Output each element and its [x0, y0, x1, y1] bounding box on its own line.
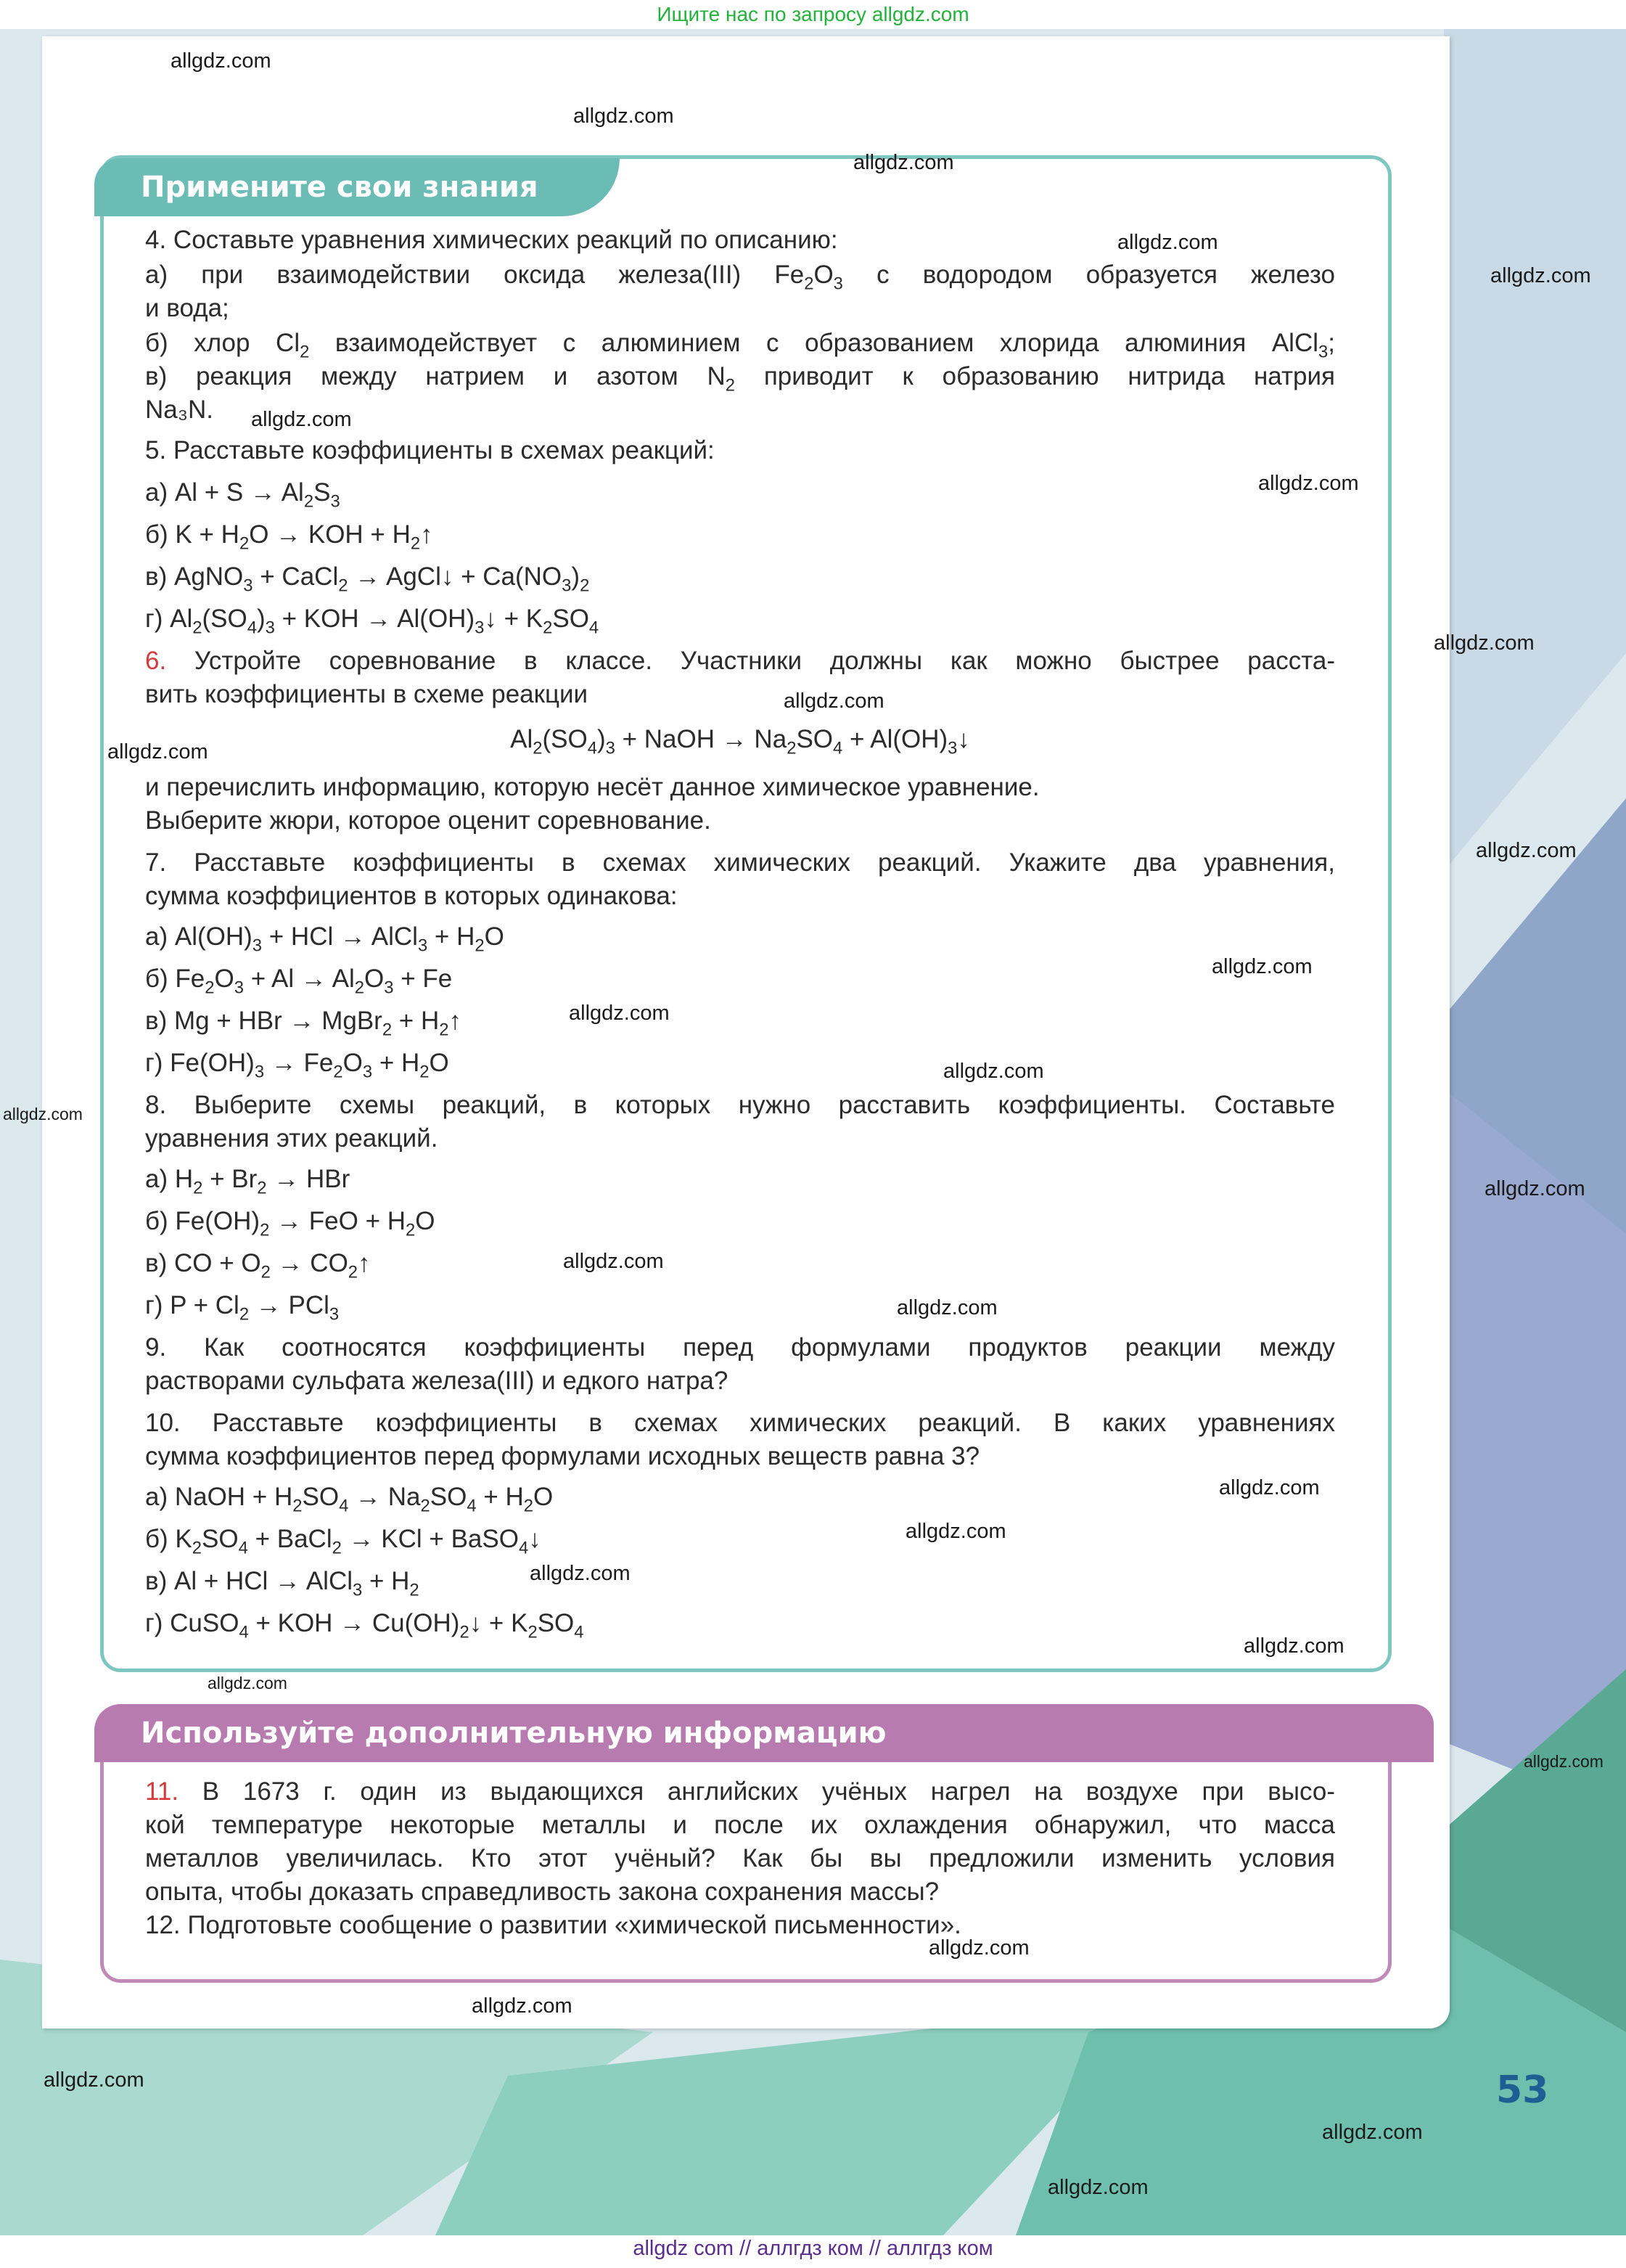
watermark: allgdz.com [1476, 839, 1577, 862]
watermark: allgdz.com [1434, 631, 1535, 655]
task-7-a: а) $Al(OH)_3$ + HCl → AlCl$_3$ + $H_2O$ [145, 922, 504, 956]
watermark: allgdz.com [1212, 955, 1313, 978]
watermark: allgdz.com [906, 1520, 1006, 1543]
task-10-v: в) Al + HCl → AlCl$_3$ + $H_2$ [145, 1567, 419, 1600]
task-6-after1: и перечислить информацию, которую несёт данное химическое уравнение. [145, 773, 1040, 801]
task-8-v: в) CO + $O_2$ → $CO_2↑$ [145, 1249, 371, 1282]
watermark: allgdz.com [563, 1250, 664, 1273]
watermark: allgdz.com [1490, 264, 1591, 287]
task-7-v: в) Mg + HBr → MgBr$_2$ + $H_2↑$ [145, 1007, 461, 1040]
task-4-v: в) реакция между натрием и азотом $N_2$ приводит к образованию нитрида натрия [145, 362, 1335, 396]
task-4-a: а) при взаимодействии оксида железа(III) $Fe_2O_3$ с водородом образуется железо [145, 261, 1335, 294]
watermark: allgdz.com [208, 1674, 287, 1692]
task-10-line2: сумма коэффициентов перед формулами исходных веществ равна 3? [145, 1442, 980, 1470]
watermark: allgdz.com [573, 105, 674, 128]
watermark: allgdz.com [530, 1562, 631, 1585]
task-10-g: г) CuSO$_4$ + KOH → $Cu(OH)_2↓ + K_2SO_4$ [145, 1609, 584, 1642]
task-11-line4: опыта, чтобы доказать справедливость закона сохранения массы? [145, 1878, 940, 1906]
watermark: allgdz.com [1117, 231, 1218, 254]
task-5-intro: 5. Расставьте коэффициенты в схемах реакций: [145, 436, 715, 464]
task-6-after2: Выберите жюри, которое оценит соревнование. [145, 806, 711, 835]
task-7-line2: сумма коэффициентов в которых одинакова: [145, 882, 678, 910]
task-4-v-end: Na₃N. [145, 396, 213, 424]
task-5-v: в) AgNO$_3$ + CaCl$_2$ → AgCl↓ + $Ca(NO_3)_2$ [145, 562, 590, 596]
task-4-a-tail: с водородом образуется железо [876, 261, 1335, 289]
task-8-b: б) $Fe(OH)_2$ → FeO + $H_2O$ [145, 1207, 435, 1240]
task-11-line1 [145, 1775, 1335, 1809]
watermark: allgdz.com [44, 2068, 144, 2092]
task-9-line2: растворами сульфата железа(III) и едкого натра? [145, 1367, 728, 1395]
task-11-line2: кой температуре некоторые металлы и после их охлаждения обнаружил, что масса [145, 1811, 1335, 1839]
watermark: allgdz.com [1219, 1476, 1320, 1499]
watermark: allgdz.com [784, 689, 884, 713]
watermark: allgdz.com [1322, 2121, 1423, 2144]
section-title-apply-knowledge: Примените свои знания [94, 158, 620, 216]
task-5-a: а) $Al + S \to Al_2S_3$ [145, 478, 340, 512]
task-4-a-end: и вода; [145, 294, 229, 322]
watermark: allgdz.com [1048, 2176, 1149, 2199]
watermark: allgdz.com [1244, 1634, 1344, 1658]
task-11-line3: металлов увеличилась. Кто этот учёный? Как бы вы предложили изменить условия [145, 1844, 1335, 1872]
task-12-line: 12. Подготовьте сообщение о развитии «химической письменности». [145, 1911, 961, 1939]
watermark: allgdz.com [897, 1296, 998, 1319]
task-10-line1: 10. Расставьте коэффициенты в схемах химических реакций. В каких уравнениях [145, 1409, 1335, 1437]
task-6-line1 [145, 644, 1335, 678]
task-8-a: а) $H_2 + Br_2$ → HBr [145, 1165, 350, 1198]
watermark: allgdz.com [171, 49, 271, 73]
section-title-extra-info: Используйте дополнительную информацию [94, 1704, 1434, 1762]
watermark: allgdz.com [853, 151, 954, 174]
task-11-text: В 1673 г. один из выдающихся английских учёных нагрел на воздухе при высо- [202, 1777, 1335, 1806]
task-11-number: 11. [145, 1777, 179, 1806]
watermark: allgdz.com [472, 1994, 572, 2018]
task-9-line1: 9. Как соотносятся коэффициенты перед формулами продуктов реакции между [145, 1333, 1335, 1362]
task-10-a: а) NaOH + $H_2SO_4 \to Na_2SO_4 + H_2O$ [145, 1483, 554, 1516]
task-10-b: б) $K_2SO_4$ + BaCl$_2$ → KCl + BaSO$_4$↓ [145, 1525, 541, 1558]
footer-links[interactable]: allgdz com // аллгдз ком // аллгдз ком [633, 2237, 993, 2260]
task-8-line2: уравнения этих реакций. [145, 1124, 438, 1153]
watermark: allgdz.com [1258, 472, 1359, 495]
task-6-line2: вить коэффициенты в схеме реакции [145, 680, 588, 708]
task-7-g: г) $Fe(OH)_3 \to Fe_2O_3 + H_2O$ [145, 1049, 449, 1082]
task-4-intro: 4. Составьте уравнения химических реакций по описанию: [145, 226, 838, 254]
watermark: allgdz.com [569, 1002, 670, 1025]
task-8-line1: 8. Выберите схемы реакций, в которых нужно расставить коэффициенты. Составьте [145, 1091, 1335, 1119]
watermark: allgdz.com [1485, 1177, 1585, 1200]
page-number: 53 [1496, 2068, 1549, 2112]
watermark: allgdz.com [943, 1060, 1044, 1083]
task-6-number: 6. [145, 647, 167, 675]
task-6-scheme: $Al_2(SO_4)_3$ + NaOH → $Na_2SO_4$ + $Al(OH)_3↓$ [510, 725, 970, 758]
watermark: allgdz.com [1524, 1752, 1604, 1771]
watermark: allgdz.com [929, 1936, 1030, 1960]
top-banner[interactable]: Ищите нас по запросу allgdz.com [657, 3, 969, 25]
task-6-text: Устройте соревнование в классе. Участники должны как можно быстрее расста- [194, 647, 1335, 675]
task-4-b: б) хлор $Cl_2$ взаимодействует с алюминием с образованием хлорида алюминия AlCl$_3$; [145, 329, 1335, 362]
watermark: allgdz.com [251, 408, 352, 431]
watermark: allgdz.com [107, 740, 208, 763]
task-7-line1: 7. Расставьте коэффициенты в схемах химических реакций. Укажите два уравнения, [145, 848, 1335, 877]
task-8-g: г) $P + Cl_2 \to PCl_3$ [145, 1291, 340, 1325]
watermark: allgdz.com [3, 1105, 83, 1123]
task-5-g: г) $Al_2(SO_4)_3$ + KOH → $Al(OH)_3↓ + K_2SO_4$ [145, 605, 599, 638]
task-7-b: б) $Fe_2O_3 + Al \to Al_2O_3 + Fe$ [145, 965, 453, 998]
task-5-b: б) $K + H_2O$ → KOH + $H_2↑$ [145, 520, 433, 554]
